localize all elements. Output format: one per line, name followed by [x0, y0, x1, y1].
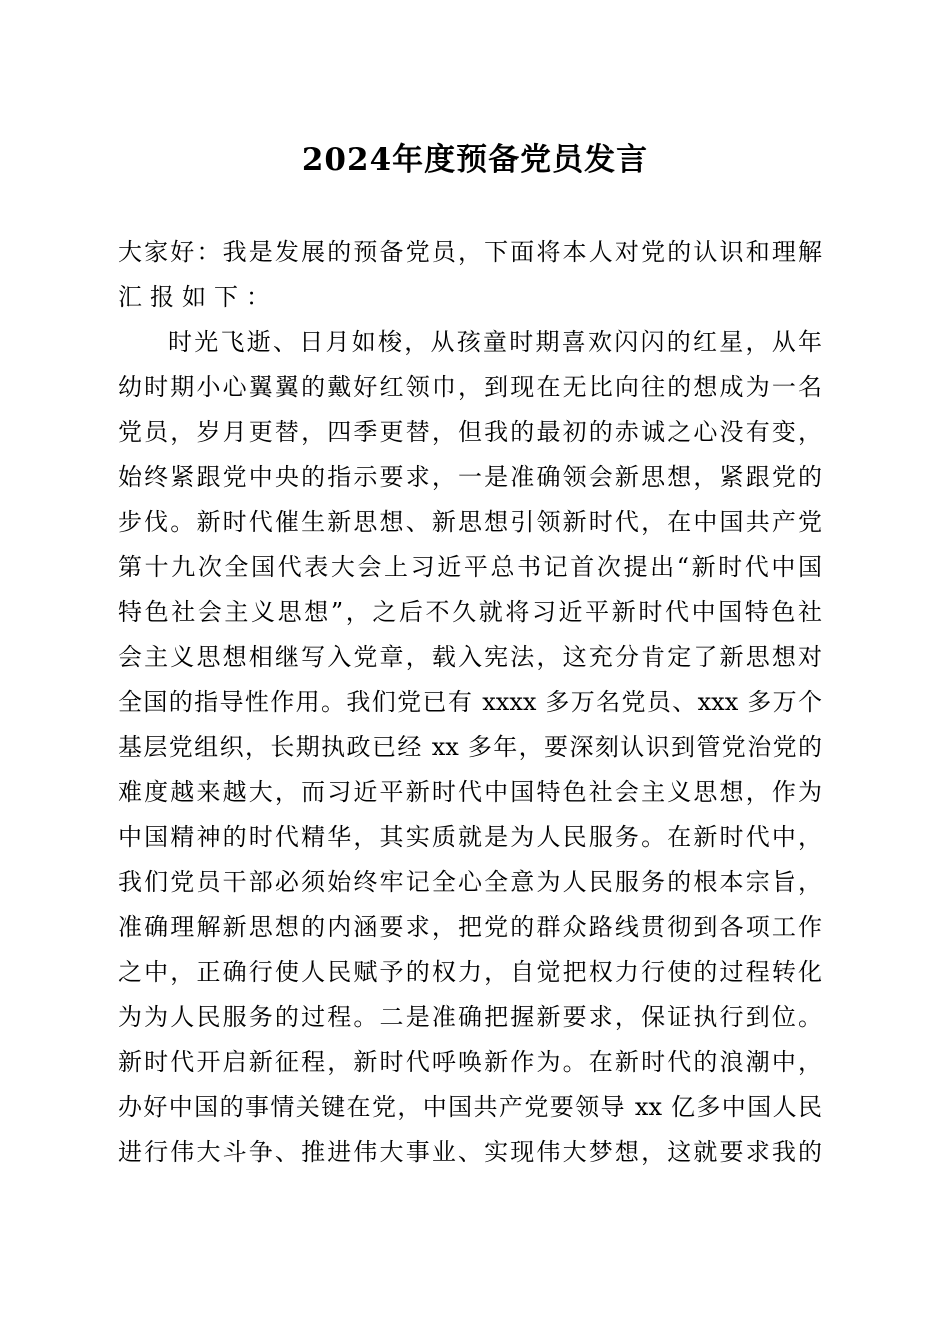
document-body: [118, 230, 822, 1175]
text-line: 之中，正确行使人民赋予的权力，自觉把权力行使的过程转化: [118, 958, 822, 986]
text-line: 全国的指导性作用。我们党已有 xxxx 多万名党员、xxx 多万个: [118, 688, 822, 716]
text-line: 幼时期小心翼翼的戴好红领巾，到现在无比向往的想成为一名: [118, 373, 822, 401]
text-line: 难度越来越大，而习近平新时代中国特色社会主义思想，作为: [118, 778, 822, 806]
document-title: 2024年度预备党员发言: [301, 142, 649, 178]
text-line: 汇报如下：: [118, 283, 278, 311]
text-line: 新时代开启新征程，新时代呼唤新作为。在新时代的浪潮中，: [118, 1048, 822, 1076]
text-line: 时光飞逝、日月如梭，从孩童时期喜欢闪闪的红星，从年: [168, 328, 822, 356]
text-line: 步伐。新时代催生新思想、新思想引领新时代，在中国共产党: [118, 508, 822, 536]
text-line: 始终紧跟党中央的指示要求，一是准确领会新思想，紧跟党的: [118, 463, 822, 491]
text-line: 我们党员干部必须始终牢记全心全意为人民服务的根本宗旨，: [118, 868, 822, 896]
text-line: 中国精神的时代精华，其实质就是为人民服务。在新时代中，: [118, 823, 822, 851]
text-line: 进行伟大斗争、推进伟大事业、实现伟大梦想，这就要求我的: [118, 1138, 822, 1166]
text-line: 大家好：我是发展的预备党员，下面将本人对党的认识和理解: [118, 238, 822, 266]
text-line: 会主义思想相继写入党章，载入宪法，这充分肯定了新思想对: [118, 643, 822, 671]
text-line: 基层党组织，长期执政已经 xx 多年，要深刻认识到管党治党的: [118, 733, 822, 761]
text-line: 党员，岁月更替，四季更替，但我的最初的赤诚之心没有变，: [118, 418, 822, 446]
text-line: 办好中国的事情关键在党，中国共产党要领导 xx 亿多中国人民: [118, 1093, 822, 1121]
text-line: 准确理解新思想的内涵要求，把党的群众路线贯彻到各项工作: [118, 913, 822, 941]
text-line: 特色社会主义思想”，之后不久就将习近平新时代中国特色社: [118, 598, 822, 626]
text-line: 第十九次全国代表大会上习近平总书记首次提出“新时代中国: [118, 553, 822, 581]
text-line: 为为人民服务的过程。二是准确把握新要求，保证执行到位。: [118, 1003, 822, 1031]
